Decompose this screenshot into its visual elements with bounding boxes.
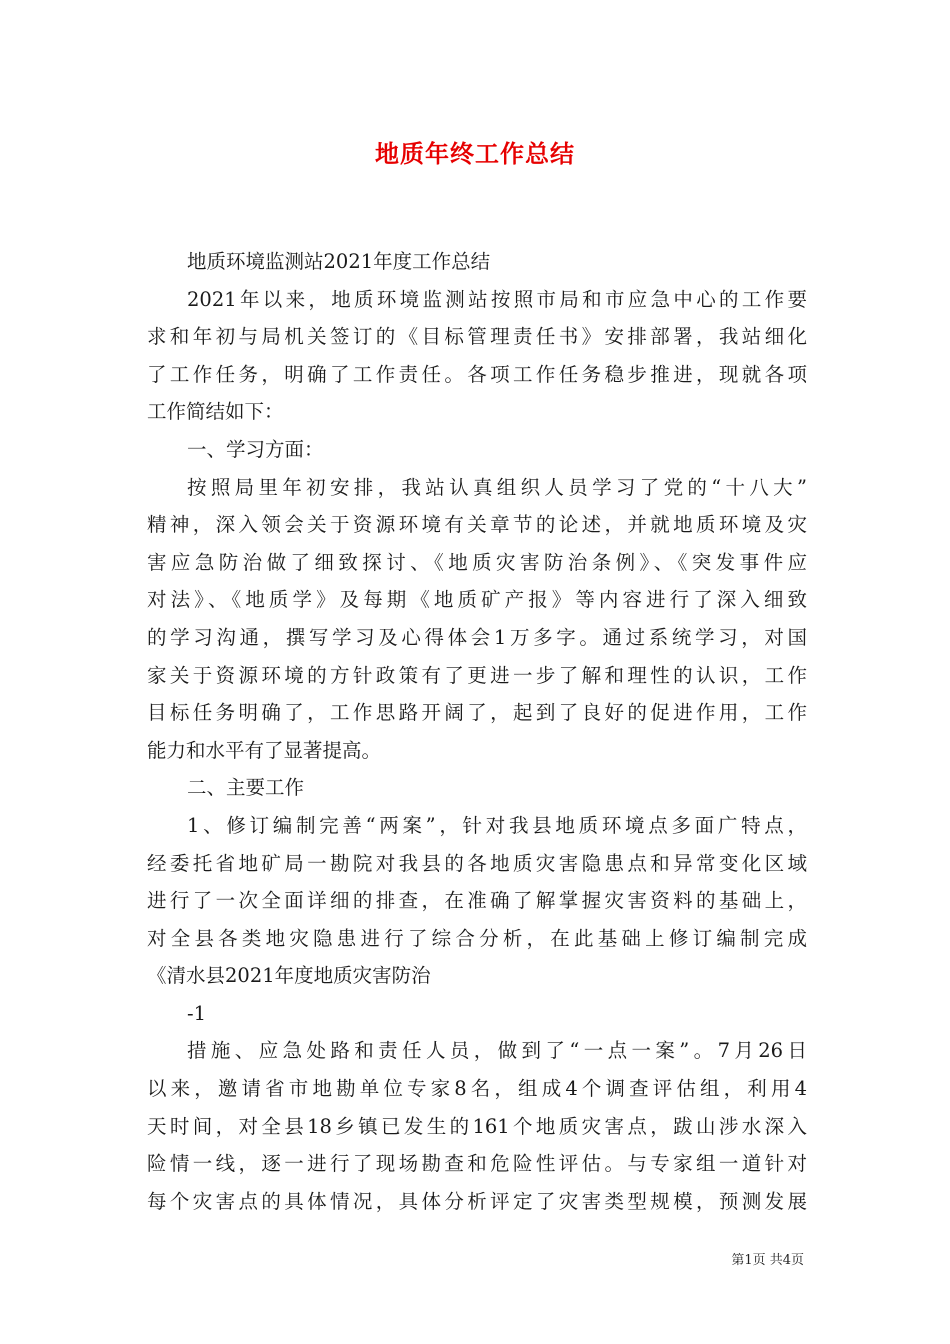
page-marker: -1 [187, 1001, 206, 1025]
text-line: 求和年初与局机关签订的《目标管理责任书》安排部署，我站细化 [147, 325, 807, 349]
text-line: 按照局里年初安排，我站认真组织人员学习了党的“十八大” [187, 475, 807, 499]
text-line: 每个灾害点的具体情况，具体分析评定了灾害类型规模，预测发展 [147, 1189, 807, 1213]
text-line: 进行了一次全面详细的排查，在准确了解掌握灾害资料的基础上， [147, 889, 807, 913]
text-line: 了工作任务，明确了工作责任。各项工作任务稳步推进，现就各项 [147, 362, 807, 386]
page-number: 第1页 共4页 [731, 1253, 804, 1268]
text-line: 家关于资源环境的方针政策有了更进一步了解和理性的认识，工作 [147, 663, 807, 687]
text-line: 精神，深入领会关于资源环境有关章节的论述，并就地质环境及灾 [147, 513, 807, 537]
text-line: 险情一线，逐一进行了现场勘查和危险性评估。与专家组一道针对 [147, 1152, 807, 1176]
text-line: 地质环境监测站2021年度工作总结 [187, 250, 491, 273]
text-line: 目标任务明确了，工作思路开阔了，起到了良好的促进作用，工作 [147, 701, 807, 725]
document-title: 地质年终工作总结 [375, 140, 575, 168]
text-line: 《清水县2021年度地质灾害防治 [147, 964, 431, 988]
document-body [147, 243, 807, 1220]
text-line: 害应急防治做了细致探讨、《地质灾害防治条例》、《突发事件应 [147, 550, 807, 574]
text-line: 的学习沟通，撰写学习及心得体会1万多字。通过系统学习，对国 [147, 625, 807, 649]
section-heading: 二、主要工作 [187, 776, 305, 800]
text-line: 能力和水平有了显著提高。 [147, 738, 382, 762]
section-heading: 一、学习方面： [187, 437, 324, 461]
text-line: 措施、应急处路和责任人员，做到了“一点一案”。7月26日 [187, 1039, 807, 1063]
text-line: 2021年以来，地质环境监测站按照市局和市应急中心的工作要 [187, 287, 807, 311]
text-line: 天时间，对全县18乡镇已发生的161个地质灾害点，跋山涉水深入 [147, 1114, 807, 1138]
text-line: 1、修订编制完善“两案”，针对我县地质环境点多面广特点， [187, 813, 807, 837]
text-line: 对全县各类地灾隐患进行了综合分析，在此基础上修订编制完成 [147, 926, 807, 950]
text-line: 对法》、《地质学》及每期《地质矿产报》等内容进行了深入细致 [147, 588, 807, 612]
text-line: 经委托省地矿局一勘院对我县的各地质灾害隐患点和异常变化区域 [147, 851, 807, 875]
text-line: 工作简结如下： [147, 400, 284, 424]
text-line: 以来，邀请省市地勘单位专家8名，组成4个调查评估组，利用4 [147, 1077, 807, 1101]
